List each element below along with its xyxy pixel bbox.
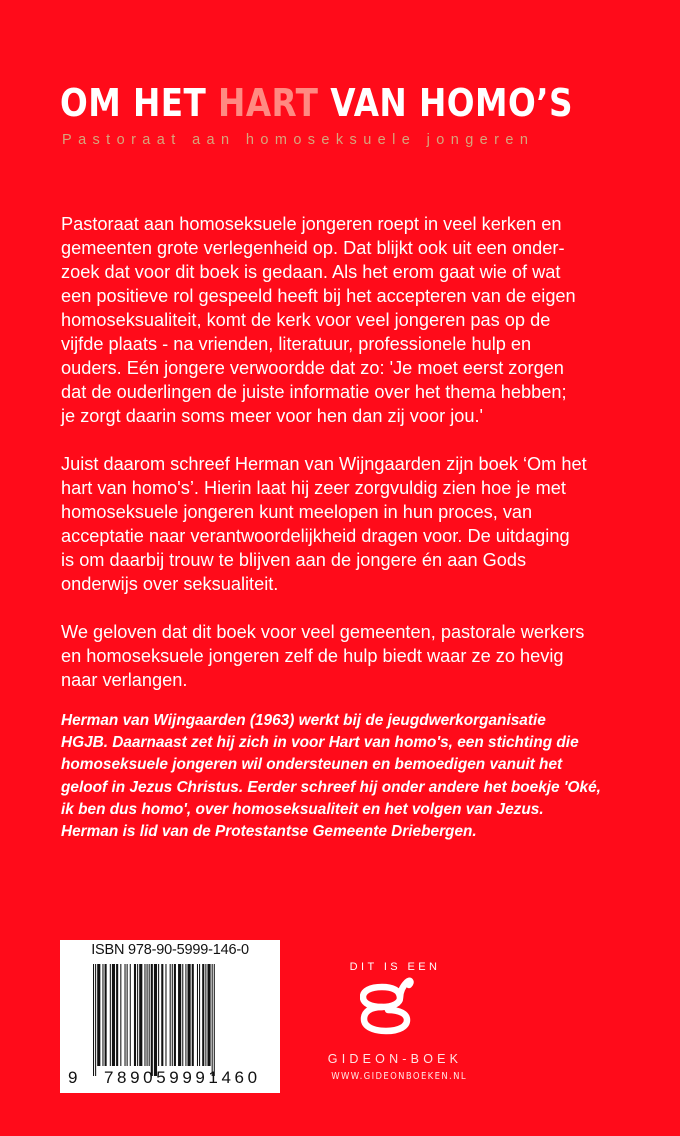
- barcode-bar: [125, 964, 126, 1066]
- text-line: je zorgt daarin soms meer voor hen dan zij voor jou.': [61, 406, 483, 426]
- blurb: [61, 212, 661, 716]
- isbn-label: ISBN 978-90-5999-146-0: [91, 942, 249, 958]
- barcode-bar: [144, 964, 145, 1066]
- blurb-paragraph: [61, 620, 661, 692]
- text-line: homoseksuele jongeren kunt meelopen in hun proces, van: [61, 502, 533, 522]
- bio-line: Herman is lid van de Protestantse Gemeente Driebergen.: [61, 823, 477, 841]
- barcode-bar: [120, 964, 121, 1066]
- barcode-bar: [170, 964, 171, 1066]
- text-line: acceptatie naar verantwoordelijkheid dragen voor. De uitdaging: [61, 526, 570, 546]
- author-bio: [61, 710, 661, 843]
- text-line: een positieve rol gespeeld heeft bij het accepteren van de eigen: [61, 286, 576, 306]
- barcode-bar: [147, 964, 148, 1066]
- text-line: vijfde plaats - na vrienden, literatuur, professionele hulp en: [61, 334, 532, 354]
- barcode-bar: [207, 964, 210, 1066]
- barcode-bar: [130, 964, 131, 1066]
- text-line: Pastoraat aan homoseksuele jongeren roept in veel kerken en: [61, 214, 562, 234]
- barcode-bar: [149, 964, 150, 1066]
- barcode-bar: [212, 964, 213, 1076]
- title-part-1: OM HET: [60, 81, 219, 125]
- text-line: en homoseksuele jongeren zelf de hulp biedt waar ze zo hevig: [61, 646, 564, 666]
- bio-line: geloof in Jezus Christus. Eerder schreef hij onder andere het boekje 'Oké,: [61, 778, 601, 796]
- blurb-paragraph: [61, 212, 661, 428]
- barcode-bar: [185, 964, 186, 1066]
- barcode-bar: [110, 964, 111, 1066]
- text-line: Juist daarom schreef Herman van Wijngaarden zijn boek ‘Om het: [61, 454, 587, 474]
- barcode-bar: [127, 964, 128, 1066]
- barcode-bar: [137, 964, 138, 1066]
- text-line: is om daarbij trouw te blijven aan de jongere én aan Gods: [61, 550, 527, 570]
- title-part-2: VAN HOMO’S: [318, 81, 573, 125]
- barcode-bar: [158, 964, 159, 1066]
- gideon-g-logo-icon: [360, 976, 415, 1036]
- barcode-bar: [199, 964, 200, 1066]
- barcode-bar: [214, 964, 215, 1076]
- bio-line: ik ben dus homo', over homoseksualiteit en het volgen van Jezus.: [61, 800, 544, 818]
- barcode-bar: [178, 964, 181, 1066]
- barcode-bar: [97, 964, 100, 1066]
- bio-line: Herman van Wijngaarden (1963) werkt bij de jeugdwerkorganisatie: [61, 712, 546, 729]
- barcode-first-digit: 9: [68, 1068, 78, 1087]
- barcode-bar: [174, 964, 176, 1066]
- barcode-bar: [192, 964, 194, 1066]
- barcode-bar: [151, 964, 153, 1076]
- isbn-barcode: [60, 940, 280, 1093]
- barcode-bar: [102, 964, 103, 1066]
- barcode-bar: [172, 964, 173, 1066]
- barcode-bar: [93, 964, 94, 1076]
- barcode-bar: [165, 964, 166, 1066]
- barcode-bar: [197, 964, 198, 1066]
- publisher-logo: [320, 958, 470, 1088]
- barcode-bar: [154, 964, 157, 1076]
- barcode-bar: [202, 964, 204, 1066]
- text-line: homoseksualiteit, komt de kerk voor veel jongeren pas op de: [61, 310, 551, 330]
- text-line: ouders. Eén jongere verwoordde dat zo: 'Je moet eerst zorgen: [61, 358, 564, 378]
- barcode-digits: 789059991460: [104, 1068, 261, 1087]
- barcode-bar: [188, 964, 191, 1066]
- barcode-bar: [112, 964, 115, 1066]
- text-line: dat de ouderlingen de juiste informatie over het thema hebben;: [61, 382, 567, 402]
- book-title: [60, 80, 573, 126]
- barcode-bar: [116, 964, 118, 1066]
- book-subtitle: Pastoraat aan homoseksuele jongeren: [62, 132, 535, 148]
- text-line: We geloven dat dit boek voor veel gemeenten, pastorale werkers: [61, 622, 585, 642]
- text-line: naar verlangen.: [61, 670, 188, 690]
- bio-line: HGJB. Daarnaast zet hij zich in voor Hart van homo's, een stichting die: [61, 734, 579, 752]
- text-line: hart van homo's’. Hierin laat hij zeer zorgvuldig zien hoe je met: [61, 478, 566, 498]
- barcode-bar: [105, 964, 107, 1066]
- barcode-bar: [95, 964, 96, 1076]
- text-line: gemeenten grote verlegenheid op. Dat blijkt ook uit een onder-: [61, 238, 565, 258]
- publisher-tagline: DIT IS EEN: [349, 961, 441, 973]
- blurb-paragraph: [61, 452, 661, 596]
- publisher-name: GIDEON-BOEK: [327, 1052, 463, 1066]
- text-line: onderwijs over seksualiteit.: [61, 574, 279, 594]
- text-line: zoek dat voor dit boek is gedaan. Als het erom gaat wie of wat: [61, 262, 561, 282]
- title-highlight: HART: [218, 81, 319, 125]
- barcode-bar: [139, 964, 142, 1066]
- barcode-bar: [205, 964, 206, 1066]
- publisher-url: WWW.GIDEONBOEKEN.NL: [331, 1071, 467, 1082]
- barcode-bar: [161, 964, 163, 1066]
- bio-line: homoseksuele jongeren wil ondersteunen en bemoedigen vanuit het: [61, 756, 563, 774]
- barcode-bar: [134, 964, 136, 1066]
- barcode-bar: [182, 964, 183, 1066]
